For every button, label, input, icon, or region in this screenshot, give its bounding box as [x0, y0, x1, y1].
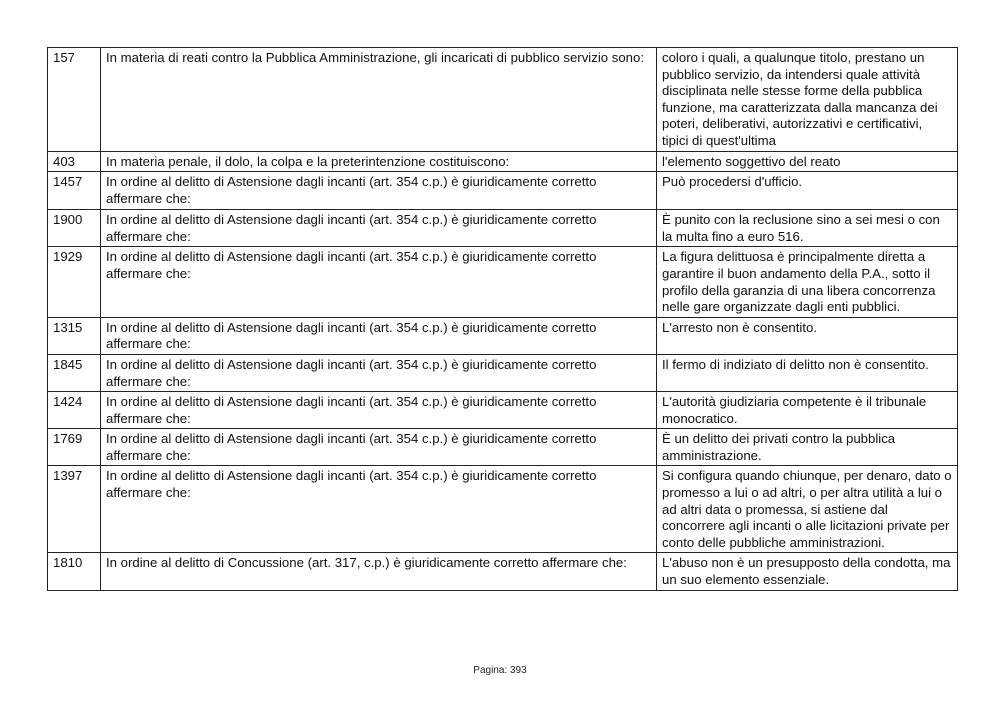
- question-id: 403: [48, 151, 101, 172]
- question-text: In ordine al delitto di Astensione dagli incanti (art. 354 c.p.) è giuridicamente corretto affermare che:: [101, 317, 657, 354]
- answer-text: Può procedersi d'ufficio.: [657, 172, 958, 210]
- answer-text: coloro i quali, a qualunque titolo, prestano un pubblico servizio, da intendersi quale attività disciplinata nelle stesse forme della pubblica funzione, ma caratterizzata dalla mancanza dei poteri, deliberativi, autorizzativi e certificativi, tipici di quest'ultima: [657, 48, 958, 152]
- answer-text: L'abuso non è un presupposto della condotta, ma un suo elemento essenziale.: [657, 553, 958, 590]
- answer-text: Il fermo di indiziato di delitto non è consentito.: [657, 354, 958, 391]
- table-row: [48, 210, 958, 247]
- table-row: [48, 48, 958, 152]
- question-id: 1769: [48, 429, 101, 466]
- table-row: [48, 247, 958, 317]
- question-id: 1457: [48, 172, 101, 210]
- question-text: In ordine al delitto di Astensione dagli incanti (art. 354 c.p.) è giuridicamente corretto affermare che:: [101, 392, 657, 429]
- question-text: In ordine al delitto di Astensione dagli incanti (art. 354 c.p.) è giuridicamente corretto affermare che:: [101, 172, 657, 210]
- question-id: 1424: [48, 392, 101, 429]
- question-text: In ordine al delitto di Astensione dagli incanti (art. 354 c.p.) è giuridicamente corretto affermare che:: [101, 247, 657, 317]
- table-row: [48, 429, 958, 466]
- answer-text: L'arresto non è consentito.: [657, 317, 958, 354]
- answer-text: È punito con la reclusione sino a sei mesi o con la multa fino a euro 516.: [657, 210, 958, 247]
- answer-text: È un delitto dei privati contro la pubblica amministrazione.: [657, 429, 958, 466]
- table-row: [48, 392, 958, 429]
- question-text: In ordine al delitto di Astensione dagli incanti (art. 354 c.p.) è giuridicamente corretto affermare che:: [101, 429, 657, 466]
- question-id: 1929: [48, 247, 101, 317]
- question-id: 1315: [48, 317, 101, 354]
- table-row: [48, 553, 958, 590]
- question-text: In ordine al delitto di Astensione dagli incanti (art. 354 c.p.) è giuridicamente corretto affermare che:: [101, 466, 657, 553]
- page-number: Pagina: 393: [473, 665, 527, 676]
- table-row: [48, 354, 958, 391]
- question-id: 157: [48, 48, 101, 152]
- table-row: [48, 151, 958, 172]
- table-row: [48, 172, 958, 210]
- table-row: [48, 317, 958, 354]
- questions-table: [47, 47, 958, 591]
- answer-text: Si configura quando chiunque, per denaro, dato o promesso a lui o ad altri, o per altra utilità a lui o ad altri data o promessa, si astiene dal concorrere agli incanti o alle licitazioni private per conto delle pubbliche amministrazioni.: [657, 466, 958, 553]
- question-text: In ordine al delitto di Concussione (art. 317, c.p.) è giuridicamente corretto affermare che:: [101, 553, 657, 590]
- question-text: In ordine al delitto di Astensione dagli incanti (art. 354 c.p.) è giuridicamente corretto affermare che:: [101, 210, 657, 247]
- question-text: In materia penale, il dolo, la colpa e la preterintenzione costituiscono:: [101, 151, 657, 172]
- question-text: In materia di reati contro la Pubblica Amministrazione, gli incaricati di pubblico servizio sono:: [101, 48, 657, 152]
- question-id: 1397: [48, 466, 101, 553]
- question-id: 1845: [48, 354, 101, 391]
- answer-text: La figura delittuosa è principalmente diretta a garantire il buon andamento della P.A., sotto il profilo della garanzia di una libera concorrenza nelle gare organizzate dagli enti pubblici.: [657, 247, 958, 317]
- answer-text: L'autorità giudiziaria competente è il tribunale monocratico.: [657, 392, 958, 429]
- question-text: In ordine al delitto di Astensione dagli incanti (art. 354 c.p.) è giuridicamente corretto affermare che:: [101, 354, 657, 391]
- question-id: 1900: [48, 210, 101, 247]
- answer-text: l'elemento soggettivo del reato: [657, 151, 958, 172]
- question-id: 1810: [48, 553, 101, 590]
- table-row: [48, 466, 958, 553]
